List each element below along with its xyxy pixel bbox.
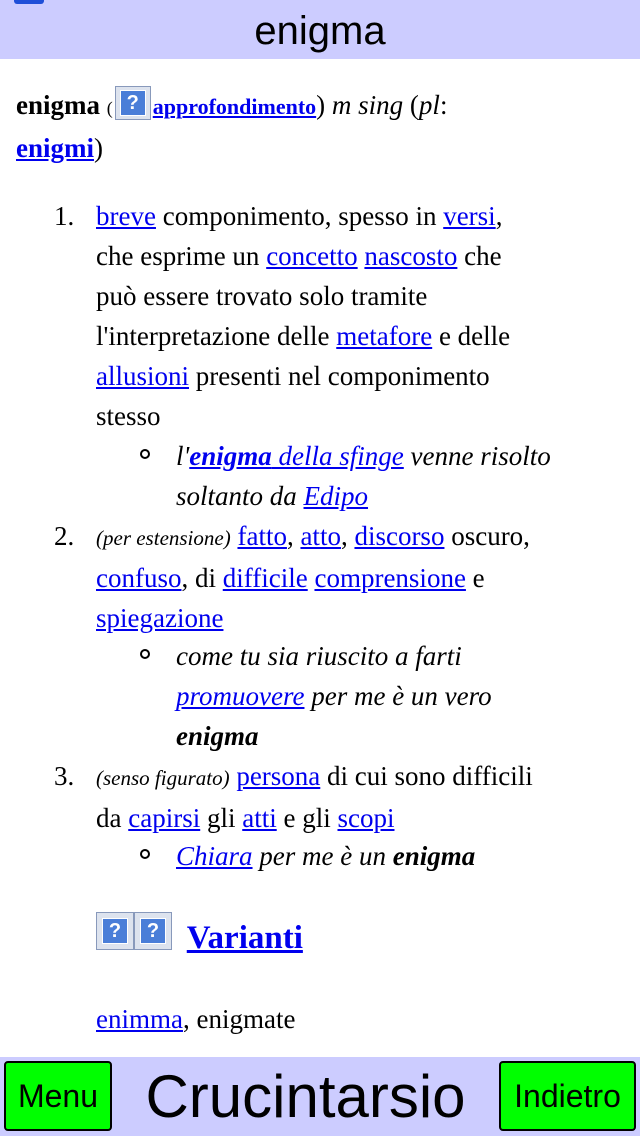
link-persona[interactable]: persona	[236, 761, 321, 791]
link-concetto[interactable]: concetto	[266, 241, 358, 271]
definition-text: (senso figurato) persona di cui sono difficili da capirsi gli atti e gli scopi	[96, 761, 533, 833]
link-versi[interactable]: versi	[443, 201, 496, 231]
varianti-heading	[96, 912, 303, 956]
example-1: l'enigma della sfinge venne risolto soltanto da Edipo	[176, 441, 551, 511]
definition-text: (per estensione) fatto, atto, discorso oscuro, confuso, di difficile comprensione e spiegazione	[96, 521, 530, 633]
footer-bar	[0, 1057, 640, 1136]
plural-link[interactable]: enigmi	[16, 133, 94, 163]
link-nascosto[interactable]: nascosto	[364, 241, 458, 271]
link-breve[interactable]: breve	[96, 201, 156, 231]
grammar-info: m sing	[331, 90, 404, 120]
entry-heading: enigma ( ? approfondimento) m sing (pl: enigmi)	[16, 85, 626, 168]
menu-button[interactable]: Menu	[4, 1061, 112, 1131]
link-metafore[interactable]: metafore	[336, 321, 433, 351]
link-spiegazione[interactable]: spiegazione	[96, 603, 224, 633]
link-discorso[interactable]: discorso	[354, 521, 445, 551]
varianti-list: enimma, enigmate	[96, 1004, 296, 1034]
help-icon[interactable]: ?	[96, 912, 134, 950]
link-fatto[interactable]: fatto	[237, 521, 287, 551]
help-icon[interactable]: ?	[115, 86, 151, 120]
link-enigma-della-sfinge[interactable]: enigma della sfinge	[189, 441, 404, 471]
help-icon[interactable]: ?	[134, 912, 172, 950]
example-bullet	[140, 649, 150, 659]
link-chiara[interactable]: Chiara	[176, 841, 253, 871]
definition-number: 2.	[54, 521, 75, 551]
headword: enigma	[16, 90, 100, 120]
entry-content	[0, 59, 640, 1057]
example-bullet	[140, 849, 150, 859]
definition-text: breve componimento, spesso in versi, che esprime un concetto nascosto che può essere trovato solo tramite l'interpretazione delle metafore e delle allusioni presenti nel componimento stesso	[96, 201, 511, 431]
page-title: enigma	[254, 9, 386, 53]
link-capirsi[interactable]: capirsi	[128, 803, 201, 833]
header-bar	[0, 0, 640, 59]
link-enimma[interactable]: enimma	[96, 1004, 183, 1034]
link-atto[interactable]: atto	[300, 521, 341, 551]
back-button[interactable]: Indietro	[499, 1061, 636, 1131]
example-bullet	[140, 449, 150, 459]
scroll-indicator	[14, 0, 44, 4]
link-difficile[interactable]: difficile	[222, 563, 308, 593]
usage-note: (senso figurato)	[96, 766, 230, 790]
paren-open: (	[106, 98, 113, 118]
plural-abbrev: pl	[418, 90, 440, 120]
example-3: Chiara per me è un enigma	[176, 841, 476, 871]
link-promuovere[interactable]: promuovere	[176, 681, 305, 711]
link-allusioni[interactable]: allusioni	[96, 361, 189, 391]
link-atti[interactable]: atti	[242, 803, 277, 833]
link-comprensione[interactable]: comprensione	[314, 563, 466, 593]
varianti-link[interactable]: Varianti	[186, 920, 303, 956]
definition-number: 3.	[54, 761, 75, 791]
approfondimento-link[interactable]: approfondimento	[152, 94, 317, 119]
link-scopi[interactable]: scopi	[337, 803, 395, 833]
usage-note: (per estensione)	[96, 526, 231, 550]
link-edipo[interactable]: Edipo	[303, 481, 369, 511]
definition-number: 1.	[54, 201, 75, 231]
app-title: Crucintarsio	[145, 1063, 466, 1130]
example-2: come tu sia riuscito a farti promuovere per me è un vero enigma	[176, 641, 492, 751]
link-confuso[interactable]: confuso	[96, 563, 182, 593]
